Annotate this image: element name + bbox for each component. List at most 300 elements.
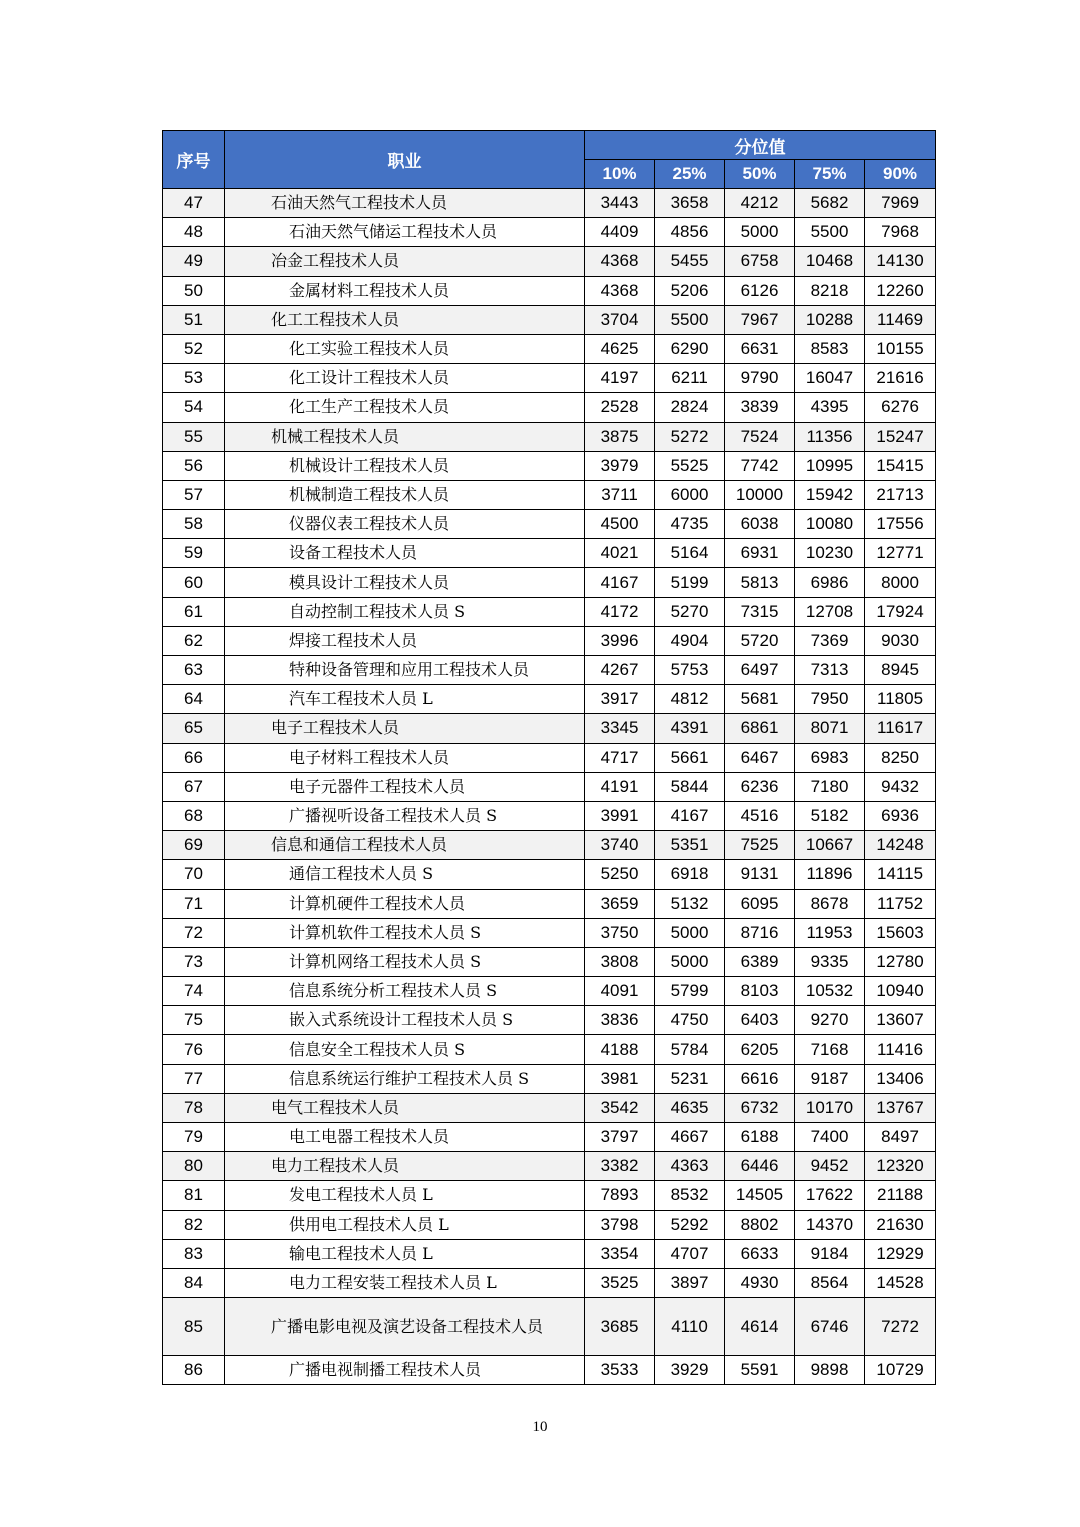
row-occupation: 电子材料工程技术人员 [225, 743, 585, 772]
table-row [163, 451, 936, 480]
table-row [163, 480, 936, 509]
row-value-p25: 5272 [655, 422, 725, 451]
row-value-p25: 5661 [655, 743, 725, 772]
row-value-p90: 9432 [865, 772, 936, 801]
row-value-p75: 10170 [795, 1093, 865, 1122]
row-occupation: 广播电影电视及演艺设备工程技术人员 [225, 1298, 585, 1356]
row-value-p90: 10155 [865, 334, 936, 363]
row-value-p75: 11953 [795, 918, 865, 947]
row-value-p10: 4172 [585, 597, 655, 626]
row-value-p25: 5164 [655, 539, 725, 568]
salary-percentile-table [162, 130, 936, 1385]
header-p50: 50% [725, 160, 795, 189]
row-value-p90: 17924 [865, 597, 936, 626]
row-seq: 71 [163, 889, 225, 918]
row-value-p90: 14130 [865, 247, 936, 276]
row-seq: 86 [163, 1356, 225, 1385]
row-value-p10: 4625 [585, 334, 655, 363]
row-value-p50: 7742 [725, 451, 795, 480]
row-value-p90: 7969 [865, 189, 936, 218]
row-value-p75: 9270 [795, 1006, 865, 1035]
row-seq: 76 [163, 1035, 225, 1064]
row-value-p50: 6236 [725, 772, 795, 801]
row-occupation: 计算机硬件工程技术人员 [225, 889, 585, 918]
row-value-p90: 15247 [865, 422, 936, 451]
table-row [163, 510, 936, 539]
row-seq: 80 [163, 1152, 225, 1181]
row-seq: 51 [163, 305, 225, 334]
table-row [163, 831, 936, 860]
row-seq: 50 [163, 276, 225, 305]
table-row [163, 189, 936, 218]
row-value-p90: 8945 [865, 656, 936, 685]
row-value-p25: 2824 [655, 393, 725, 422]
row-value-p75: 7180 [795, 772, 865, 801]
row-value-p90: 12780 [865, 947, 936, 976]
row-occupation: 嵌入式系统设计工程技术人员 S [225, 1006, 585, 1035]
row-value-p50: 6038 [725, 510, 795, 539]
row-value-p10: 3808 [585, 947, 655, 976]
row-value-p50: 4614 [725, 1298, 795, 1356]
row-value-p25: 5292 [655, 1210, 725, 1239]
row-seq: 53 [163, 364, 225, 393]
row-value-p10: 3525 [585, 1268, 655, 1297]
row-seq: 75 [163, 1006, 225, 1035]
row-occupation: 信息系统运行维护工程技术人员 S [225, 1064, 585, 1093]
table-row [163, 743, 936, 772]
row-seq: 82 [163, 1210, 225, 1239]
row-value-p90: 21713 [865, 480, 936, 509]
row-value-p50: 6861 [725, 714, 795, 743]
row-value-p10: 4500 [585, 510, 655, 539]
table-row [163, 539, 936, 568]
row-value-p50: 6389 [725, 947, 795, 976]
row-value-p90: 13607 [865, 1006, 936, 1035]
row-value-p75: 9187 [795, 1064, 865, 1093]
row-seq: 57 [163, 480, 225, 509]
row-value-p75: 16047 [795, 364, 865, 393]
row-value-p50: 4516 [725, 801, 795, 830]
row-value-p25: 5784 [655, 1035, 725, 1064]
row-value-p50: 6188 [725, 1123, 795, 1152]
row-seq: 61 [163, 597, 225, 626]
table-row [163, 1210, 936, 1239]
table-row [163, 247, 936, 276]
table-row [163, 393, 936, 422]
table-row [163, 772, 936, 801]
row-value-p25: 4735 [655, 510, 725, 539]
row-value-p90: 21630 [865, 1210, 936, 1239]
row-value-p75: 9184 [795, 1239, 865, 1268]
row-seq: 48 [163, 218, 225, 247]
row-value-p90: 13406 [865, 1064, 936, 1093]
row-value-p10: 3981 [585, 1064, 655, 1093]
row-value-p25: 4110 [655, 1298, 725, 1356]
header-p10: 10% [585, 160, 655, 189]
row-value-p10: 4368 [585, 247, 655, 276]
row-value-p75: 10080 [795, 510, 865, 539]
row-value-p10: 3740 [585, 831, 655, 860]
row-occupation: 发电工程技术人员 L [225, 1181, 585, 1210]
row-occupation: 电子工程技术人员 [225, 714, 585, 743]
row-value-p25: 4391 [655, 714, 725, 743]
row-value-p75: 10468 [795, 247, 865, 276]
row-value-p50: 4930 [725, 1268, 795, 1297]
row-occupation: 信息安全工程技术人员 S [225, 1035, 585, 1064]
row-value-p75: 7168 [795, 1035, 865, 1064]
row-occupation: 电力工程安装工程技术人员 L [225, 1268, 585, 1297]
row-value-p75: 9335 [795, 947, 865, 976]
row-value-p75: 6746 [795, 1298, 865, 1356]
row-seq: 52 [163, 334, 225, 363]
row-seq: 54 [163, 393, 225, 422]
row-value-p50: 6616 [725, 1064, 795, 1093]
row-value-p10: 5250 [585, 860, 655, 889]
row-value-p10: 3542 [585, 1093, 655, 1122]
row-value-p25: 5270 [655, 597, 725, 626]
row-value-p90: 21188 [865, 1181, 936, 1210]
row-value-p90: 6936 [865, 801, 936, 830]
row-seq: 69 [163, 831, 225, 860]
row-value-p50: 5591 [725, 1356, 795, 1385]
row-value-p75: 10995 [795, 451, 865, 480]
row-value-p10: 3996 [585, 626, 655, 655]
row-value-p10: 4267 [585, 656, 655, 685]
row-value-p75: 10230 [795, 539, 865, 568]
table-row [163, 1093, 936, 1122]
table-row [163, 1239, 936, 1268]
row-value-p75: 5182 [795, 801, 865, 830]
row-value-p50: 8103 [725, 977, 795, 1006]
row-occupation: 自动控制工程技术人员 S [225, 597, 585, 626]
row-value-p10: 3443 [585, 189, 655, 218]
table-body [163, 189, 936, 1385]
table-row [163, 364, 936, 393]
row-value-p50: 6931 [725, 539, 795, 568]
table-row [163, 714, 936, 743]
row-value-p25: 4667 [655, 1123, 725, 1152]
row-occupation: 汽车工程技术人员 L [225, 685, 585, 714]
row-value-p50: 6631 [725, 334, 795, 363]
row-occupation: 仪器仪表工程技术人员 [225, 510, 585, 539]
row-occupation: 广播视听设备工程技术人员 S [225, 801, 585, 830]
row-value-p90: 6276 [865, 393, 936, 422]
row-seq: 79 [163, 1123, 225, 1152]
table-row [163, 918, 936, 947]
row-seq: 84 [163, 1268, 225, 1297]
row-seq: 65 [163, 714, 225, 743]
row-seq: 72 [163, 918, 225, 947]
row-value-p10: 4717 [585, 743, 655, 772]
row-value-p75: 17622 [795, 1181, 865, 1210]
row-value-p10: 3875 [585, 422, 655, 451]
row-value-p90: 14528 [865, 1268, 936, 1297]
row-occupation: 电工电器工程技术人员 [225, 1123, 585, 1152]
row-occupation: 焊接工程技术人员 [225, 626, 585, 655]
row-value-p50: 4212 [725, 189, 795, 218]
row-value-p10: 4091 [585, 977, 655, 1006]
row-occupation: 计算机网络工程技术人员 S [225, 947, 585, 976]
table-row [163, 1356, 936, 1385]
row-value-p75: 11356 [795, 422, 865, 451]
table-row [163, 656, 936, 685]
row-value-p90: 10729 [865, 1356, 936, 1385]
header-p25: 25% [655, 160, 725, 189]
row-value-p25: 5000 [655, 918, 725, 947]
row-value-p75: 8564 [795, 1268, 865, 1297]
row-value-p90: 12260 [865, 276, 936, 305]
row-occupation: 电子元器件工程技术人员 [225, 772, 585, 801]
page-number: 10 [532, 1419, 548, 1435]
row-value-p25: 4812 [655, 685, 725, 714]
header-p90: 90% [865, 160, 936, 189]
table-row [163, 1298, 936, 1356]
row-value-p25: 5231 [655, 1064, 725, 1093]
row-value-p90: 15603 [865, 918, 936, 947]
row-value-p75: 15942 [795, 480, 865, 509]
row-value-p10: 3979 [585, 451, 655, 480]
row-value-p50: 6732 [725, 1093, 795, 1122]
row-value-p25: 4904 [655, 626, 725, 655]
row-seq: 59 [163, 539, 225, 568]
row-value-p25: 4167 [655, 801, 725, 830]
table-row [163, 860, 936, 889]
row-value-p25: 4750 [655, 1006, 725, 1035]
table-row [163, 597, 936, 626]
row-value-p50: 6205 [725, 1035, 795, 1064]
row-value-p50: 8802 [725, 1210, 795, 1239]
row-value-p25: 4363 [655, 1152, 725, 1181]
row-seq: 67 [163, 772, 225, 801]
row-seq: 68 [163, 801, 225, 830]
header-p75: 75% [795, 160, 865, 189]
table-row [163, 1268, 936, 1297]
row-occupation: 化工设计工程技术人员 [225, 364, 585, 393]
row-value-p25: 5351 [655, 831, 725, 860]
row-occupation: 模具设计工程技术人员 [225, 568, 585, 597]
row-value-p25: 5844 [655, 772, 725, 801]
row-value-p25: 5455 [655, 247, 725, 276]
row-value-p10: 3382 [585, 1152, 655, 1181]
row-value-p10: 3991 [585, 801, 655, 830]
row-occupation: 设备工程技术人员 [225, 539, 585, 568]
row-value-p75: 10667 [795, 831, 865, 860]
row-occupation: 通信工程技术人员 S [225, 860, 585, 889]
row-occupation: 化工生产工程技术人员 [225, 393, 585, 422]
row-value-p50: 9131 [725, 860, 795, 889]
row-value-p10: 3917 [585, 685, 655, 714]
row-value-p10: 3798 [585, 1210, 655, 1239]
row-seq: 56 [163, 451, 225, 480]
row-value-p50: 7525 [725, 831, 795, 860]
row-value-p25: 5132 [655, 889, 725, 918]
row-value-p75: 10288 [795, 305, 865, 334]
row-value-p75: 9452 [795, 1152, 865, 1181]
row-value-p25: 3658 [655, 189, 725, 218]
row-value-p90: 8000 [865, 568, 936, 597]
row-seq: 55 [163, 422, 225, 451]
row-value-p75: 6986 [795, 568, 865, 597]
row-value-p10: 3704 [585, 305, 655, 334]
row-occupation: 化工工程技术人员 [225, 305, 585, 334]
row-seq: 62 [163, 626, 225, 655]
table-row [163, 568, 936, 597]
row-value-p25: 6290 [655, 334, 725, 363]
table-row [163, 801, 936, 830]
row-value-p50: 9790 [725, 364, 795, 393]
row-value-p75: 8583 [795, 334, 865, 363]
row-value-p50: 5813 [725, 568, 795, 597]
row-value-p90: 9030 [865, 626, 936, 655]
row-value-p50: 6126 [725, 276, 795, 305]
row-occupation: 电气工程技术人员 [225, 1093, 585, 1122]
row-value-p75: 5500 [795, 218, 865, 247]
table-row [163, 947, 936, 976]
table-row [163, 889, 936, 918]
row-value-p10: 4197 [585, 364, 655, 393]
row-seq: 60 [163, 568, 225, 597]
row-value-p50: 7967 [725, 305, 795, 334]
row-occupation: 电力工程技术人员 [225, 1152, 585, 1181]
row-value-p50: 6758 [725, 247, 795, 276]
table-row [163, 685, 936, 714]
row-value-p10: 4167 [585, 568, 655, 597]
row-value-p75: 7313 [795, 656, 865, 685]
row-value-p90: 21616 [865, 364, 936, 393]
row-seq: 74 [163, 977, 225, 1006]
row-value-p90: 11416 [865, 1035, 936, 1064]
row-value-p10: 2528 [585, 393, 655, 422]
row-value-p75: 11896 [795, 860, 865, 889]
row-value-p75: 5682 [795, 189, 865, 218]
row-occupation: 输电工程技术人员 L [225, 1239, 585, 1268]
row-value-p75: 12708 [795, 597, 865, 626]
row-value-p50: 7524 [725, 422, 795, 451]
row-value-p50: 6446 [725, 1152, 795, 1181]
row-value-p25: 4635 [655, 1093, 725, 1122]
row-seq: 47 [163, 189, 225, 218]
table-row [163, 1123, 936, 1152]
row-occupation: 石油天然气工程技术人员 [225, 189, 585, 218]
row-occupation: 供用电工程技术人员 L [225, 1210, 585, 1239]
header-percentile-group: 分位值 [585, 131, 936, 160]
row-value-p10: 3750 [585, 918, 655, 947]
row-value-p10: 3354 [585, 1239, 655, 1268]
row-value-p25: 8532 [655, 1181, 725, 1210]
table-row [163, 1006, 936, 1035]
row-value-p50: 5681 [725, 685, 795, 714]
row-value-p90: 7968 [865, 218, 936, 247]
table-row [163, 1064, 936, 1093]
row-value-p10: 3797 [585, 1123, 655, 1152]
row-value-p90: 8250 [865, 743, 936, 772]
row-value-p50: 6633 [725, 1239, 795, 1268]
row-value-p50: 6403 [725, 1006, 795, 1035]
row-value-p75: 7400 [795, 1123, 865, 1152]
row-value-p90: 12771 [865, 539, 936, 568]
row-seq: 49 [163, 247, 225, 276]
table-row [163, 626, 936, 655]
row-value-p25: 6211 [655, 364, 725, 393]
row-value-p25: 6000 [655, 480, 725, 509]
header-seq: 序号 [163, 131, 225, 189]
row-occupation: 冶金工程技术人员 [225, 247, 585, 276]
row-value-p90: 11469 [865, 305, 936, 334]
row-value-p75: 7369 [795, 626, 865, 655]
row-value-p10: 3685 [585, 1298, 655, 1356]
row-value-p90: 12320 [865, 1152, 936, 1181]
row-value-p90: 11617 [865, 714, 936, 743]
row-value-p25: 5753 [655, 656, 725, 685]
row-seq: 81 [163, 1181, 225, 1210]
row-value-p75: 10532 [795, 977, 865, 1006]
row-value-p90: 17556 [865, 510, 936, 539]
table-row [163, 305, 936, 334]
row-value-p90: 7272 [865, 1298, 936, 1356]
row-value-p25: 6918 [655, 860, 725, 889]
row-value-p90: 15415 [865, 451, 936, 480]
row-value-p75: 6983 [795, 743, 865, 772]
row-value-p10: 4409 [585, 218, 655, 247]
row-value-p75: 8218 [795, 276, 865, 305]
row-value-p10: 7893 [585, 1181, 655, 1210]
row-value-p10: 3345 [585, 714, 655, 743]
row-value-p50: 6497 [725, 656, 795, 685]
row-value-p50: 5000 [725, 218, 795, 247]
row-value-p25: 4856 [655, 218, 725, 247]
row-value-p90: 13767 [865, 1093, 936, 1122]
row-value-p25: 5000 [655, 947, 725, 976]
row-value-p50: 7315 [725, 597, 795, 626]
row-value-p50: 14505 [725, 1181, 795, 1210]
row-value-p50: 3839 [725, 393, 795, 422]
row-value-p75: 8678 [795, 889, 865, 918]
row-value-p10: 4368 [585, 276, 655, 305]
row-occupation: 计算机软件工程技术人员 S [225, 918, 585, 947]
table-row [163, 218, 936, 247]
row-occupation: 机械工程技术人员 [225, 422, 585, 451]
row-value-p90: 10940 [865, 977, 936, 1006]
table-row [163, 977, 936, 1006]
row-value-p25: 3929 [655, 1356, 725, 1385]
row-value-p25: 5500 [655, 305, 725, 334]
row-value-p25: 5525 [655, 451, 725, 480]
row-value-p25: 5799 [655, 977, 725, 1006]
table-row [163, 1035, 936, 1064]
table-row [163, 276, 936, 305]
row-value-p25: 4707 [655, 1239, 725, 1268]
row-value-p50: 6467 [725, 743, 795, 772]
row-value-p10: 3711 [585, 480, 655, 509]
row-seq: 70 [163, 860, 225, 889]
row-seq: 83 [163, 1239, 225, 1268]
row-occupation: 机械设计工程技术人员 [225, 451, 585, 480]
row-seq: 73 [163, 947, 225, 976]
row-value-p10: 3659 [585, 889, 655, 918]
row-occupation: 化工实验工程技术人员 [225, 334, 585, 363]
row-value-p25: 5199 [655, 568, 725, 597]
row-seq: 78 [163, 1093, 225, 1122]
row-occupation: 信息系统分析工程技术人员 S [225, 977, 585, 1006]
table-row [163, 422, 936, 451]
row-value-p90: 14115 [865, 860, 936, 889]
row-value-p75: 9898 [795, 1356, 865, 1385]
table-row [163, 1152, 936, 1181]
header-job: 职业 [225, 131, 585, 189]
row-value-p10: 3836 [585, 1006, 655, 1035]
row-seq: 85 [163, 1298, 225, 1356]
row-value-p75: 4395 [795, 393, 865, 422]
